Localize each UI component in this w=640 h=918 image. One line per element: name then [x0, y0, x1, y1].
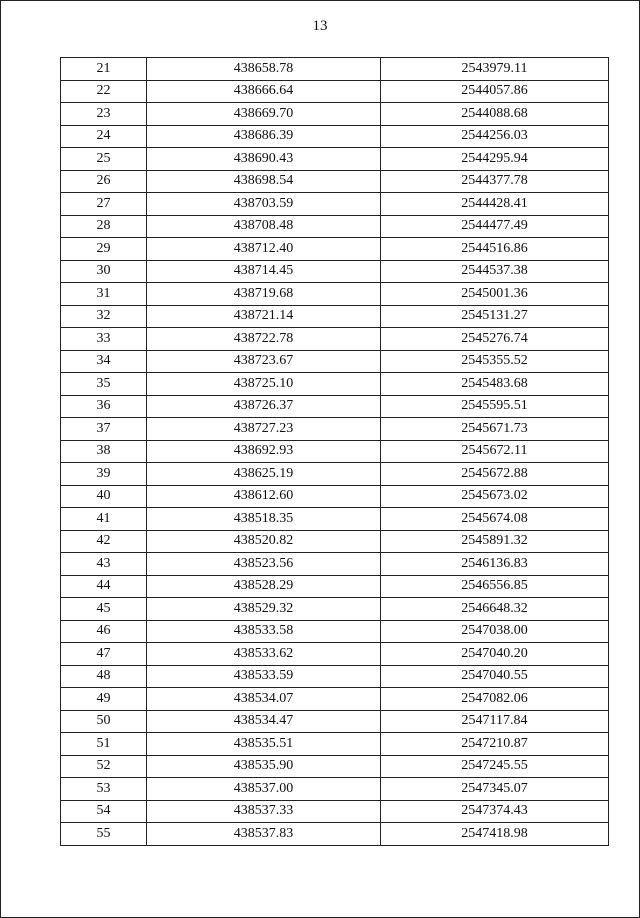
point-number-cell: 46 [61, 620, 147, 643]
point-number-cell: 38 [61, 440, 147, 463]
point-number-cell: 29 [61, 238, 147, 261]
x-coordinate-cell: 438723.67 [147, 350, 381, 373]
y-coordinate-cell: 2547245.55 [381, 755, 609, 778]
coordinates-table [60, 57, 609, 846]
y-coordinate-cell: 2547082.06 [381, 688, 609, 711]
point-number-cell: 32 [61, 305, 147, 328]
x-coordinate-cell: 438669.70 [147, 103, 381, 126]
table-row [61, 125, 609, 148]
y-coordinate-cell: 2544477.49 [381, 215, 609, 238]
point-number-cell: 23 [61, 103, 147, 126]
x-coordinate-cell: 438612.60 [147, 485, 381, 508]
point-number-cell: 48 [61, 665, 147, 688]
y-coordinate-cell: 2545672.88 [381, 463, 609, 486]
table-row [61, 395, 609, 418]
y-coordinate-cell: 2544057.86 [381, 80, 609, 103]
x-coordinate-cell: 438534.07 [147, 688, 381, 711]
x-coordinate-cell: 438537.00 [147, 778, 381, 801]
table-row [61, 598, 609, 621]
y-coordinate-cell: 2547040.20 [381, 643, 609, 666]
y-coordinate-cell: 2545891.32 [381, 530, 609, 553]
x-coordinate-cell: 438537.33 [147, 800, 381, 823]
point-number-cell: 33 [61, 328, 147, 351]
table-row [61, 440, 609, 463]
y-coordinate-cell: 2547345.07 [381, 778, 609, 801]
y-coordinate-cell: 2547210.87 [381, 733, 609, 756]
x-coordinate-cell: 438722.78 [147, 328, 381, 351]
point-number-cell: 24 [61, 125, 147, 148]
point-number-cell: 30 [61, 260, 147, 283]
point-number-cell: 35 [61, 373, 147, 396]
y-coordinate-cell: 2545674.08 [381, 508, 609, 531]
y-coordinate-cell: 2543979.11 [381, 58, 609, 81]
table-row [61, 103, 609, 126]
y-coordinate-cell: 2544256.03 [381, 125, 609, 148]
y-coordinate-cell: 2546556.85 [381, 575, 609, 598]
coordinates-table-body [61, 58, 609, 846]
table-row [61, 148, 609, 171]
point-number-cell: 53 [61, 778, 147, 801]
table-row [61, 530, 609, 553]
table-row [61, 575, 609, 598]
table-row [61, 733, 609, 756]
x-coordinate-cell: 438518.35 [147, 508, 381, 531]
table-row [61, 755, 609, 778]
point-number-cell: 44 [61, 575, 147, 598]
point-number-cell: 45 [61, 598, 147, 621]
table-row [61, 328, 609, 351]
x-coordinate-cell: 438725.10 [147, 373, 381, 396]
y-coordinate-cell: 2546136.83 [381, 553, 609, 576]
table-row [61, 193, 609, 216]
table-row [61, 553, 609, 576]
table-row [61, 800, 609, 823]
point-number-cell: 27 [61, 193, 147, 216]
x-coordinate-cell: 438712.40 [147, 238, 381, 261]
x-coordinate-cell: 438523.56 [147, 553, 381, 576]
y-coordinate-cell: 2544377.78 [381, 170, 609, 193]
x-coordinate-cell: 438703.59 [147, 193, 381, 216]
y-coordinate-cell: 2545276.74 [381, 328, 609, 351]
table-row [61, 305, 609, 328]
point-number-cell: 42 [61, 530, 147, 553]
x-coordinate-cell: 438537.83 [147, 823, 381, 846]
table-row [61, 238, 609, 261]
x-coordinate-cell: 438719.68 [147, 283, 381, 306]
point-number-cell: 52 [61, 755, 147, 778]
point-number-cell: 55 [61, 823, 147, 846]
y-coordinate-cell: 2545131.27 [381, 305, 609, 328]
table-row [61, 373, 609, 396]
point-number-cell: 34 [61, 350, 147, 373]
table-row [61, 778, 609, 801]
y-coordinate-cell: 2545672.11 [381, 440, 609, 463]
x-coordinate-cell: 438533.58 [147, 620, 381, 643]
x-coordinate-cell: 438535.90 [147, 755, 381, 778]
x-coordinate-cell: 438520.82 [147, 530, 381, 553]
table-row [61, 710, 609, 733]
x-coordinate-cell: 438692.93 [147, 440, 381, 463]
table-row [61, 350, 609, 373]
page-number: 13 [312, 18, 328, 34]
x-coordinate-cell: 438686.39 [147, 125, 381, 148]
point-number-cell: 22 [61, 80, 147, 103]
point-number-cell: 43 [61, 553, 147, 576]
point-number-cell: 28 [61, 215, 147, 238]
x-coordinate-cell: 438698.54 [147, 170, 381, 193]
point-number-cell: 41 [61, 508, 147, 531]
x-coordinate-cell: 438727.23 [147, 418, 381, 441]
x-coordinate-cell: 438535.51 [147, 733, 381, 756]
table-row [61, 418, 609, 441]
point-number-cell: 54 [61, 800, 147, 823]
y-coordinate-cell: 2547418.98 [381, 823, 609, 846]
y-coordinate-cell: 2545595.51 [381, 395, 609, 418]
x-coordinate-cell: 438721.14 [147, 305, 381, 328]
y-coordinate-cell: 2545673.02 [381, 485, 609, 508]
x-coordinate-cell: 438714.45 [147, 260, 381, 283]
table-row [61, 688, 609, 711]
x-coordinate-cell: 438533.59 [147, 665, 381, 688]
y-coordinate-cell: 2545355.52 [381, 350, 609, 373]
point-number-cell: 37 [61, 418, 147, 441]
x-coordinate-cell: 438533.62 [147, 643, 381, 666]
y-coordinate-cell: 2547038.00 [381, 620, 609, 643]
table-row [61, 485, 609, 508]
table-row [61, 508, 609, 531]
table-row [61, 643, 609, 666]
point-number-cell: 26 [61, 170, 147, 193]
table-row [61, 215, 609, 238]
table-row [61, 58, 609, 81]
y-coordinate-cell: 2545001.36 [381, 283, 609, 306]
x-coordinate-cell: 438534.47 [147, 710, 381, 733]
point-number-cell: 21 [61, 58, 147, 81]
x-coordinate-cell: 438529.32 [147, 598, 381, 621]
point-number-cell: 50 [61, 710, 147, 733]
x-coordinate-cell: 438708.48 [147, 215, 381, 238]
point-number-cell: 39 [61, 463, 147, 486]
y-coordinate-cell: 2544537.38 [381, 260, 609, 283]
table-row [61, 665, 609, 688]
x-coordinate-cell: 438528.29 [147, 575, 381, 598]
y-coordinate-cell: 2544088.68 [381, 103, 609, 126]
y-coordinate-cell: 2544295.94 [381, 148, 609, 171]
x-coordinate-cell: 438658.78 [147, 58, 381, 81]
y-coordinate-cell: 2547117.84 [381, 710, 609, 733]
y-coordinate-cell: 2547040.55 [381, 665, 609, 688]
point-number-cell: 47 [61, 643, 147, 666]
y-coordinate-cell: 2546648.32 [381, 598, 609, 621]
y-coordinate-cell: 2544428.41 [381, 193, 609, 216]
x-coordinate-cell: 438666.64 [147, 80, 381, 103]
table-row [61, 170, 609, 193]
point-number-cell: 36 [61, 395, 147, 418]
table-row [61, 823, 609, 846]
y-coordinate-cell: 2544516.86 [381, 238, 609, 261]
y-coordinate-cell: 2545483.68 [381, 373, 609, 396]
point-number-cell: 25 [61, 148, 147, 171]
table-row [61, 260, 609, 283]
y-coordinate-cell: 2547374.43 [381, 800, 609, 823]
table-row [61, 283, 609, 306]
point-number-cell: 40 [61, 485, 147, 508]
table-row [61, 463, 609, 486]
table-row [61, 80, 609, 103]
table-row [61, 620, 609, 643]
point-number-cell: 49 [61, 688, 147, 711]
x-coordinate-cell: 438690.43 [147, 148, 381, 171]
x-coordinate-cell: 438625.19 [147, 463, 381, 486]
x-coordinate-cell: 438726.37 [147, 395, 381, 418]
point-number-cell: 51 [61, 733, 147, 756]
y-coordinate-cell: 2545671.73 [381, 418, 609, 441]
point-number-cell: 31 [61, 283, 147, 306]
